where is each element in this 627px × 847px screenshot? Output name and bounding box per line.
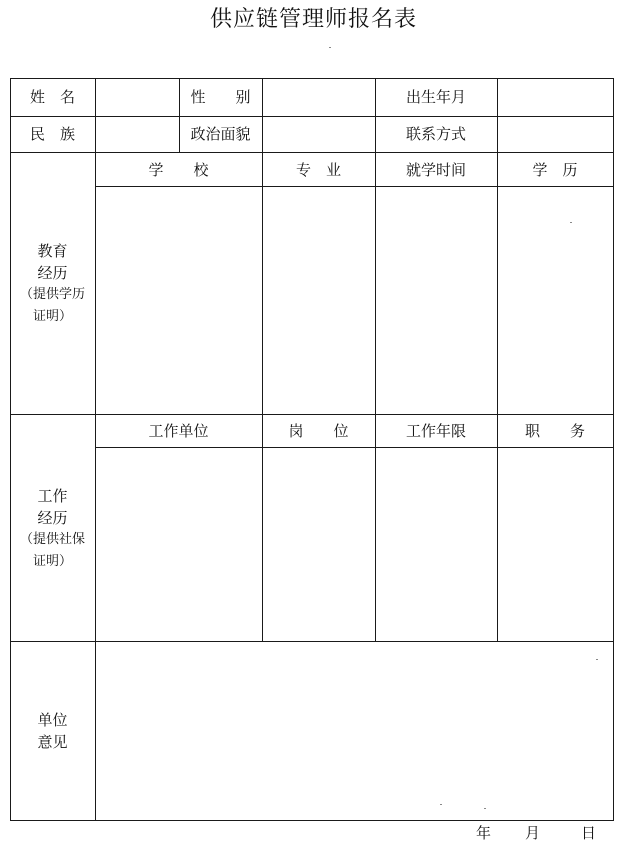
section-divider xyxy=(10,414,614,415)
table-border-bottom xyxy=(10,820,614,821)
work-label-line1: 工作 xyxy=(37,487,68,505)
scan-speck xyxy=(329,47,331,48)
contact-label: 联系方式 xyxy=(405,125,466,143)
table-border-right xyxy=(613,78,614,821)
birth-date-field[interactable] xyxy=(498,79,613,116)
date-month-label: 月 xyxy=(525,824,541,842)
work-label-note2: 证明） xyxy=(32,554,72,569)
work-header-position: 岗 位 xyxy=(288,422,349,440)
opinion-label-line1: 单位 xyxy=(37,711,68,729)
work-position-field[interactable] xyxy=(263,448,375,641)
opinion-field[interactable] xyxy=(96,642,613,820)
ethnicity-label: 民 族 xyxy=(29,125,75,143)
work-section-label xyxy=(10,485,95,573)
form-title: 供应链管理师报名表 xyxy=(209,7,417,32)
work-employer-field[interactable] xyxy=(96,448,262,641)
opinion-label-line2: 意见 xyxy=(37,733,68,751)
work-label-note: （提供社保 xyxy=(19,532,85,547)
education-label-line2: 经历 xyxy=(37,264,68,282)
education-label-note: （提供学历 xyxy=(19,287,85,302)
education-label-note2: 证明） xyxy=(32,309,72,324)
edu-degree-field[interactable] xyxy=(498,187,613,414)
opinion-section-label xyxy=(10,709,95,753)
ethnicity-field[interactable] xyxy=(96,117,179,152)
edu-header-major: 专 业 xyxy=(295,161,341,179)
date-year-label: 年 xyxy=(476,824,492,842)
edu-header-period: 就学时间 xyxy=(405,161,466,179)
work-header-employer: 工作单位 xyxy=(148,422,209,440)
scan-speck xyxy=(570,222,572,223)
date-day-label: 日 xyxy=(581,824,597,842)
work-header-title: 职 务 xyxy=(524,422,585,440)
education-section-label xyxy=(10,240,95,328)
work-years-field[interactable] xyxy=(376,448,497,641)
political-status-label: 政治面貌 xyxy=(190,125,251,143)
gender-field[interactable] xyxy=(263,79,375,116)
gender-label: 性 别 xyxy=(190,88,251,106)
scan-speck xyxy=(484,808,486,809)
work-title-field[interactable] xyxy=(498,448,613,641)
edu-period-field[interactable] xyxy=(376,187,497,414)
edu-school-field[interactable] xyxy=(96,187,262,414)
scan-speck xyxy=(440,804,442,805)
political-status-field[interactable] xyxy=(263,117,375,152)
edu-header-school: 学 校 xyxy=(148,161,209,179)
name-field[interactable] xyxy=(96,79,179,116)
work-label-line2: 经历 xyxy=(37,509,68,527)
row-divider xyxy=(10,152,614,153)
contact-field[interactable] xyxy=(498,117,613,152)
edu-major-field[interactable] xyxy=(263,187,375,414)
birth-date-label: 出生年月 xyxy=(405,88,466,106)
scan-speck xyxy=(596,659,598,660)
name-label: 姓 名 xyxy=(29,88,75,106)
work-header-years: 工作年限 xyxy=(405,422,466,440)
education-label-line1: 教育 xyxy=(37,242,68,260)
edu-header-degree: 学 历 xyxy=(532,161,578,179)
